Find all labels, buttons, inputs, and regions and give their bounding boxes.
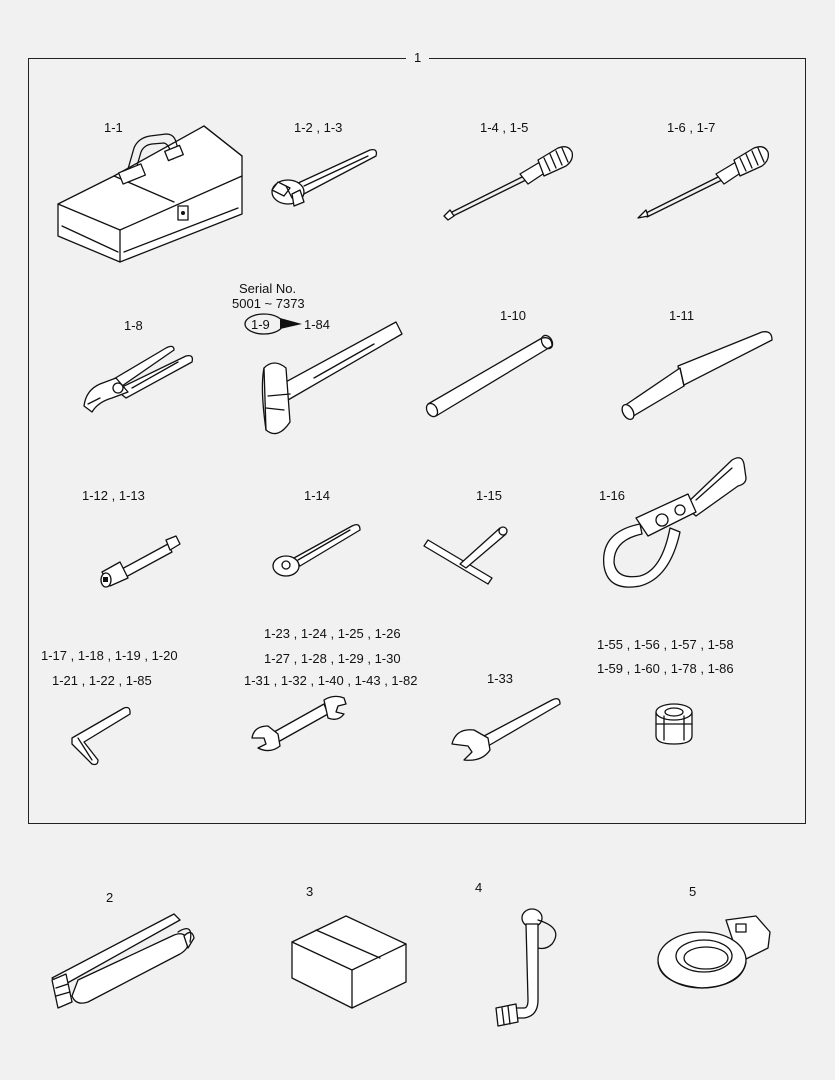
label-1-84: 1-84 <box>304 317 331 332</box>
screwdriver-handle-bar <box>620 328 776 422</box>
label-1-11: 1-11 <box>669 308 695 323</box>
t-handle-wrench <box>420 524 510 586</box>
grease-gun <box>48 908 198 1018</box>
label-1-1: 1-1 <box>104 120 123 135</box>
label-1-14: 1-14 <box>304 488 331 503</box>
label-1-17-row1: 1-17 , 1-18 , 1-19 , 1-20 <box>41 648 178 663</box>
ratchet-handle <box>270 520 364 582</box>
double-open-end-wrench <box>250 694 350 754</box>
label-1-2: 1-2 , 1-3 <box>294 120 343 135</box>
hose-fitting <box>490 904 570 1028</box>
tommy-bar <box>420 334 556 420</box>
label-1-33: 1-33 <box>487 671 514 686</box>
serial-number-range: 5001 ~ 7373 <box>232 296 305 311</box>
label-2: 2 <box>106 890 114 905</box>
label-1-16: 1-16 <box>599 488 626 503</box>
label-1-9: 1-9 <box>251 317 270 332</box>
label-1-23-row2: 1-27 , 1-28 , 1-29 , 1-30 <box>264 651 401 666</box>
socket-extension <box>98 532 184 590</box>
label-1-55-row2: 1-59 , 1-60 , 1-78 , 1-86 <box>597 661 734 676</box>
label-1-12: 1-12 , 1-13 <box>82 488 145 503</box>
label-1-55-row1: 1-55 , 1-56 , 1-57 , 1-58 <box>597 637 734 652</box>
label-1-8: 1-8 <box>124 318 143 333</box>
label-1-15: 1-15 <box>476 488 503 503</box>
group-number-label: 1 <box>406 50 429 65</box>
label-5: 5 <box>689 884 697 899</box>
adjustable-wrench <box>270 146 380 210</box>
ring-adapter <box>656 912 774 992</box>
open-end-wrench <box>448 694 564 764</box>
hex-key <box>68 704 132 766</box>
label-3: 3 <box>306 884 314 899</box>
flat-screwdriver <box>440 140 580 222</box>
hammer <box>254 318 408 440</box>
label-1-6: 1-6 , 1-7 <box>667 120 716 135</box>
toolbox <box>54 118 249 268</box>
label-1-23-row1: 1-23 , 1-24 , 1-25 , 1-26 <box>264 626 401 641</box>
label-1-10: 1-10 <box>500 308 527 323</box>
socket <box>652 700 696 748</box>
parts-box <box>290 912 410 1014</box>
label-1-23-row3: 1-31 , 1-32 , 1-40 , 1-43 , 1-82 <box>244 673 418 688</box>
label-1-17-row2: 1-21 , 1-22 , 1-85 <box>52 673 152 688</box>
oil-filter-wrench <box>600 454 750 596</box>
phillips-screwdriver <box>636 140 776 222</box>
pliers <box>82 340 198 414</box>
label-4: 4 <box>475 880 483 895</box>
label-1-4: 1-4 , 1-5 <box>480 120 529 135</box>
serial-number-title: Serial No. <box>239 281 297 296</box>
